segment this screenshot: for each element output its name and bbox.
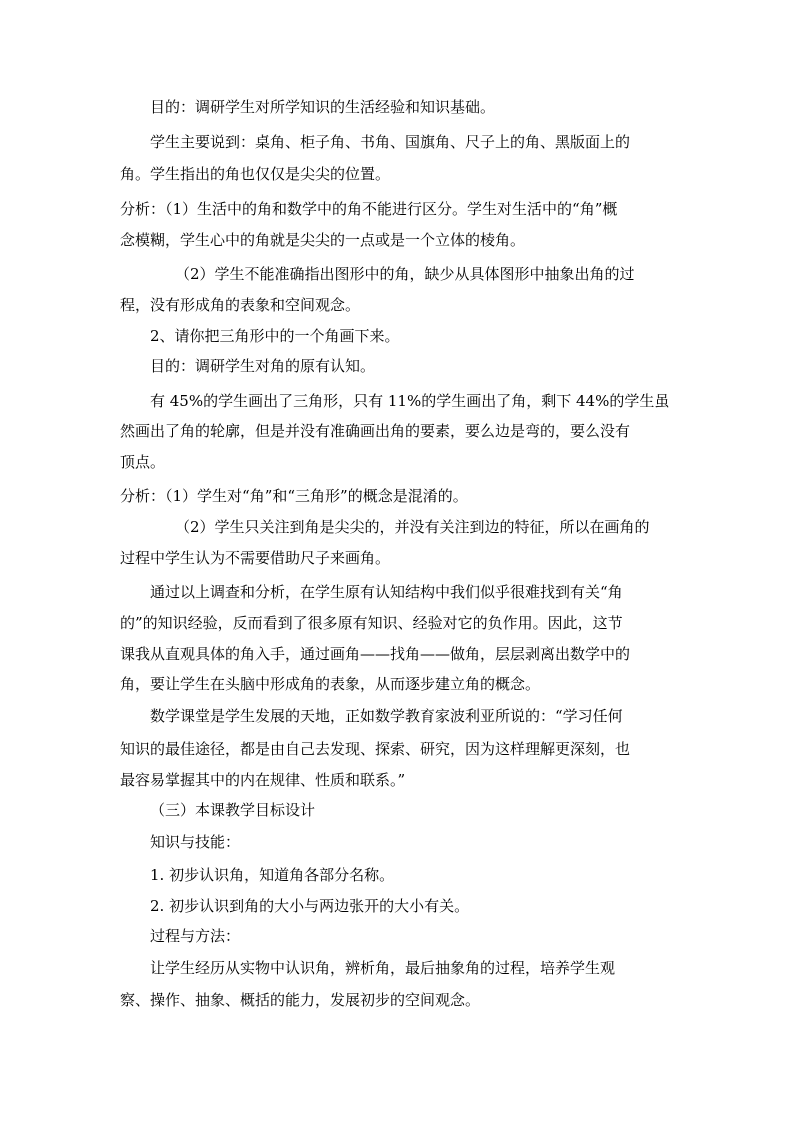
paragraph-line: 学生主要说到：桌角、柜子角、书角、国旗角、尺子上的角、黑版面上的: [150, 133, 631, 151]
paragraph-line: 让学生经历从实物中认识角，辨析角，最后抽象角的过程，培养学生观: [150, 959, 616, 977]
paragraph-line: 目的：调研学生对角的原有认知。: [150, 357, 376, 375]
paragraph-line: 顶点。: [120, 453, 166, 471]
paragraph-line: 最容易掌握其中的内在规律、性质和联系。”: [120, 771, 406, 789]
paragraph-line: 分析：（1）生活中的角和数学中的角不能进行区分。学生对生活中的“角”概: [120, 200, 618, 218]
paragraph-line: 目的：调研学生对所学知识的生活经验和知识基础。: [150, 98, 496, 116]
paragraph-line: 察、操作、抽象、概括的能力，发展初步的空间观念。: [120, 991, 481, 1009]
paragraph-line: 数学课堂是学生发展的天地，正如数学教育家波利亚所说的：“学习任何: [150, 707, 623, 725]
paragraph-line: 2、请你把三角形中的一个角画下来。: [150, 327, 400, 345]
list-item: 2. 初步认识到角的大小与两边张开的大小有关。: [150, 897, 470, 915]
paragraph-line: 课我从直观具体的角入手，通过画角——找角——做角，层层剥离出数学中的: [120, 645, 631, 663]
paragraph-line: 的”的知识经验，反而看到了很多原有知识、经验对它的负作用。因此，这节: [120, 614, 623, 632]
subheading-knowledge-skills: 知识与技能：: [150, 833, 241, 851]
paragraph-line: （2）学生只关注到角是尖尖的，并没有关注到边的特征，所以在画角的: [175, 518, 650, 536]
paragraph-line: 知识的最佳途径，都是由自己去发现、探索、研究，因为这样理解更深刻，也: [120, 740, 631, 758]
subheading-process-methods: 过程与方法：: [150, 927, 241, 945]
paragraph-line: 有 45%的学生画出了三角形，只有 11%的学生画出了角，剩下 44%的学生虽: [150, 392, 670, 410]
paragraph-line: 程，没有形成角的表象和空间观念。: [120, 296, 361, 314]
section-heading: （三）本课教学目标设计: [150, 801, 316, 819]
paragraph-line: 角，要让学生在头脑中形成角的表象，从而逐步建立角的概念。: [120, 675, 541, 693]
paragraph-line: 过程中学生认为不需要借助尺子来画角。: [120, 549, 391, 567]
paragraph-line: 念模糊，学生心中的角就是尖尖的一点或是一个立体的棱角。: [120, 231, 526, 249]
paragraph-line: （2）学生不能准确指出图形中的角，缺少从具体图形中抽象出角的过: [175, 265, 635, 283]
paragraph-line: 然画出了角的轮廓，但是并没有准确画出角的要素，要么边是弯的，要么没有: [120, 422, 631, 440]
paragraph-line: 分析：（1）学生对“角”和“三角形”的概念是混淆的。: [120, 487, 468, 505]
paragraph-line: 通过以上调查和分析，在学生原有认知结构中我们似乎很难找到有关“角: [150, 583, 623, 601]
paragraph-line: 角。学生指出的角也仅仅是尖尖的位置。: [120, 165, 391, 183]
list-item: 1. 初步认识角，知道角各部分名称。: [150, 866, 395, 884]
